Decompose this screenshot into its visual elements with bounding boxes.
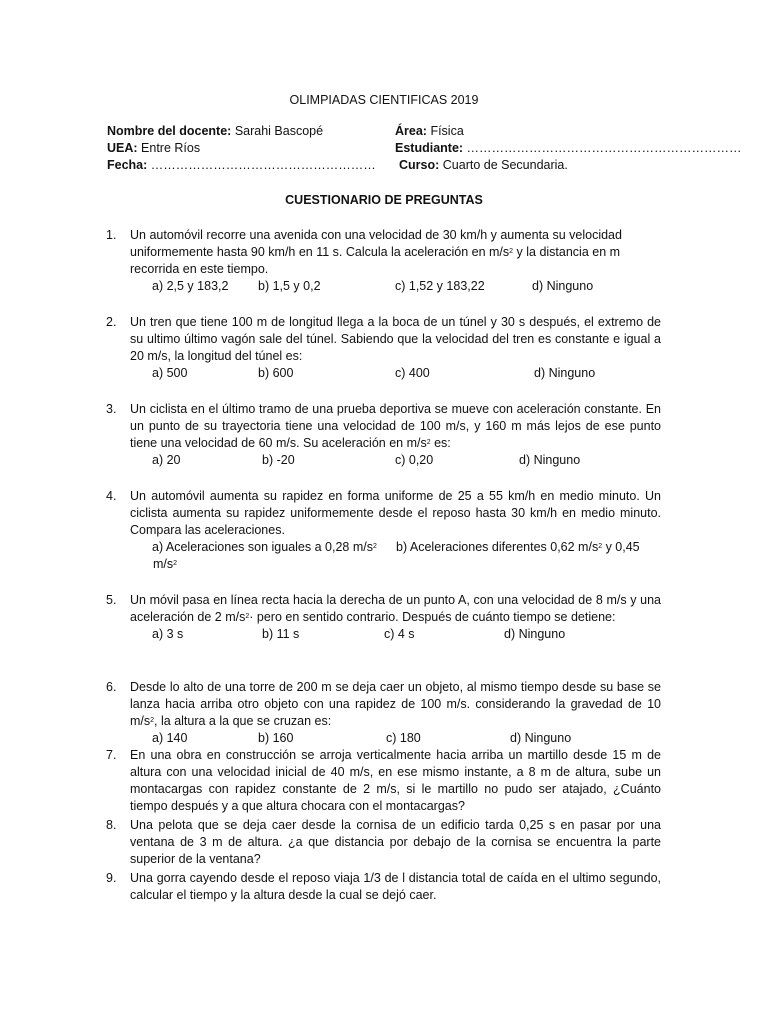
option-b: b) 1,5 y 0,2 — [258, 279, 321, 293]
question-number: 2. — [106, 315, 117, 329]
date-line — [107, 158, 376, 172]
date-label: Fecha: — [107, 158, 148, 172]
option-d: d) Ninguno — [534, 366, 596, 380]
question-text: Una gorra cayendo desde el reposo viaja 1/3 de l distancia total de caída en el ultimo segundo, calcular el tiempo y la altura desde la cual se dejó caer. — [130, 871, 661, 902]
option-a: a) 20 — [152, 453, 181, 467]
course-line — [399, 158, 568, 172]
question-text: Desde lo alto de una torre de 200 m se deja caer un objeto, al mismo tiempo desde su base se lanza hacia arriba otro objeto con una rapidez de 100 m/s. considerando la gravedad de 10 $m/s^2$, la altura a la que se cruzan es: — [130, 680, 661, 728]
student-line — [395, 141, 742, 155]
option-d: d) Ninguno — [504, 627, 566, 641]
answer-options — [130, 278, 661, 295]
question-text: Un tren que tiene 100 m de longitud llega a la boca de un túnel y 30 s después, el extremo de su ultimo último vagón sale del túnel. Sabiendo que la velocidad del tren es constante e igual a 20 m/s, la longitud del túnel es: — [130, 315, 661, 363]
question-number: 6. — [106, 680, 117, 694]
question-text: En una obra en construcción se arroja verticalmente hacia arriba un martillo desde 15 m de altura con una velocidad inicial de 40 m/s, en ese mismo instante, a 8 m de altura, sube un montacargas con rapidez constante de 2 m/s, si le martillo no pudo ser atajado, ¿Cuánto tiempo después y a que altura chocara con el montacargas? — [130, 748, 661, 813]
option-b-continuation: $m/s^2$ — [153, 557, 178, 571]
question-7 — [106, 747, 661, 815]
teacher-value: Sarahi Bascopé — [234, 124, 324, 138]
option-b: b) 160 — [258, 731, 294, 745]
answer-options — [130, 730, 661, 747]
option-a: a) 140 — [152, 731, 188, 745]
question-9 — [106, 870, 661, 904]
option-d: d) Ninguno — [532, 279, 594, 293]
area-line — [395, 124, 464, 138]
question-text: Una pelota que se deja caer desde la cornisa de un edificio tarda 0,25 s en pasar por una ventana de 3 m de altura. ¿a que distancia por debajo de la cornisa se encuentra la parte superior de la ventana? — [130, 818, 661, 866]
answer-options — [130, 539, 661, 556]
question-number: 7. — [106, 748, 117, 762]
course-label: Curso: — [399, 158, 440, 172]
area-value: Física — [430, 124, 464, 138]
teacher-label: Nombre del docente: — [107, 124, 232, 138]
question-text: Un móvil pasa en línea recta hacia la derecha de un punto A, con una velocidad de 8 m/s y una aceleración de 2 $m/s^2\cdot$ pero en sentido contrario. Después de cuánto tiempo se detiene: — [130, 593, 661, 624]
course-value: Cuarto de Secundaria. — [442, 158, 568, 172]
option-a: a) 3 s — [152, 627, 184, 641]
option-a: a) 500 — [152, 366, 188, 380]
option-c: c) 0,20 — [395, 453, 434, 467]
option-a: a) 2,5 y 183,2 — [152, 279, 229, 293]
teacher-line — [107, 124, 323, 138]
option-b: b) 11 s — [262, 627, 300, 641]
question-3 — [106, 401, 661, 469]
question-number: 4. — [106, 489, 117, 503]
uea-line — [107, 141, 200, 155]
question-number: 8. — [106, 818, 117, 832]
option-a: a) Aceleraciones son iguales a 0,28 $m/s^2$ — [152, 540, 377, 554]
student-value: ………………………………………………………… — [466, 141, 742, 155]
document-title: OLIMPIADAS CIENTIFICAS 2019 — [289, 93, 479, 107]
option-b: b) -20 — [262, 453, 295, 467]
area-label: Área: — [395, 124, 427, 138]
question-text: Un automóvil aumenta su rapidez en forma uniforme de 25 a 55 km/h en medio minuto. Un ciclista aumenta su rapidez uniformemente desde el reposo hasta 30 km/h en medio minuto. Compara las aceleraciones. — [130, 489, 661, 537]
option-c: c) 1,52 y 183,22 — [395, 279, 485, 293]
option-d: d) Ninguno — [510, 731, 572, 745]
question-text: Un automóvil recorre una avenida con una velocidad de 30 km/h y aumenta su velocidad uniformemente hasta 90 km/h en 11 s. Calcula la aceleración en $m/s^2$ y la distancia en m recorrida en este tiempo. — [130, 228, 622, 276]
question-2 — [106, 314, 661, 382]
question-number: 9. — [106, 871, 117, 885]
answer-options — [130, 452, 661, 469]
option-b: b) 600 — [258, 366, 294, 380]
answer-options — [130, 365, 661, 382]
option-c: c) 180 — [386, 731, 421, 745]
option-d: d) Ninguno — [519, 453, 581, 467]
uea-label: UEA: — [107, 141, 138, 155]
question-text: Un ciclista en el último tramo de una prueba deportiva se mueve con aceleración constante. En un punto de su trayectoria tiene una velocidad de 100 m/s, y 160 m más lejos de ese punto tiene una velocidad de 60 m/s. Su aceleración en $m/s^2$ es: — [130, 402, 661, 450]
answer-options — [130, 626, 661, 643]
uea-value: Entre Ríos — [141, 141, 201, 155]
question-number: 5. — [106, 593, 117, 607]
date-value: ……………………………………………… — [150, 158, 376, 172]
question-6 — [106, 679, 661, 747]
question-8 — [106, 817, 661, 868]
question-1 — [106, 227, 661, 295]
student-label: Estudiante: — [395, 141, 464, 155]
option-c: c) 4 s — [384, 627, 415, 641]
questionnaire-heading: CUESTIONARIO DE PREGUNTAS — [285, 193, 483, 207]
option-c: c) 400 — [395, 366, 430, 380]
question-number: 1. — [106, 228, 117, 242]
question-4 — [106, 488, 661, 573]
option-b: b) Aceleraciones diferentes 0,62 $m/s^2$ y 0,45 — [396, 540, 640, 554]
question-5 — [106, 592, 661, 643]
question-number: 3. — [106, 402, 117, 416]
